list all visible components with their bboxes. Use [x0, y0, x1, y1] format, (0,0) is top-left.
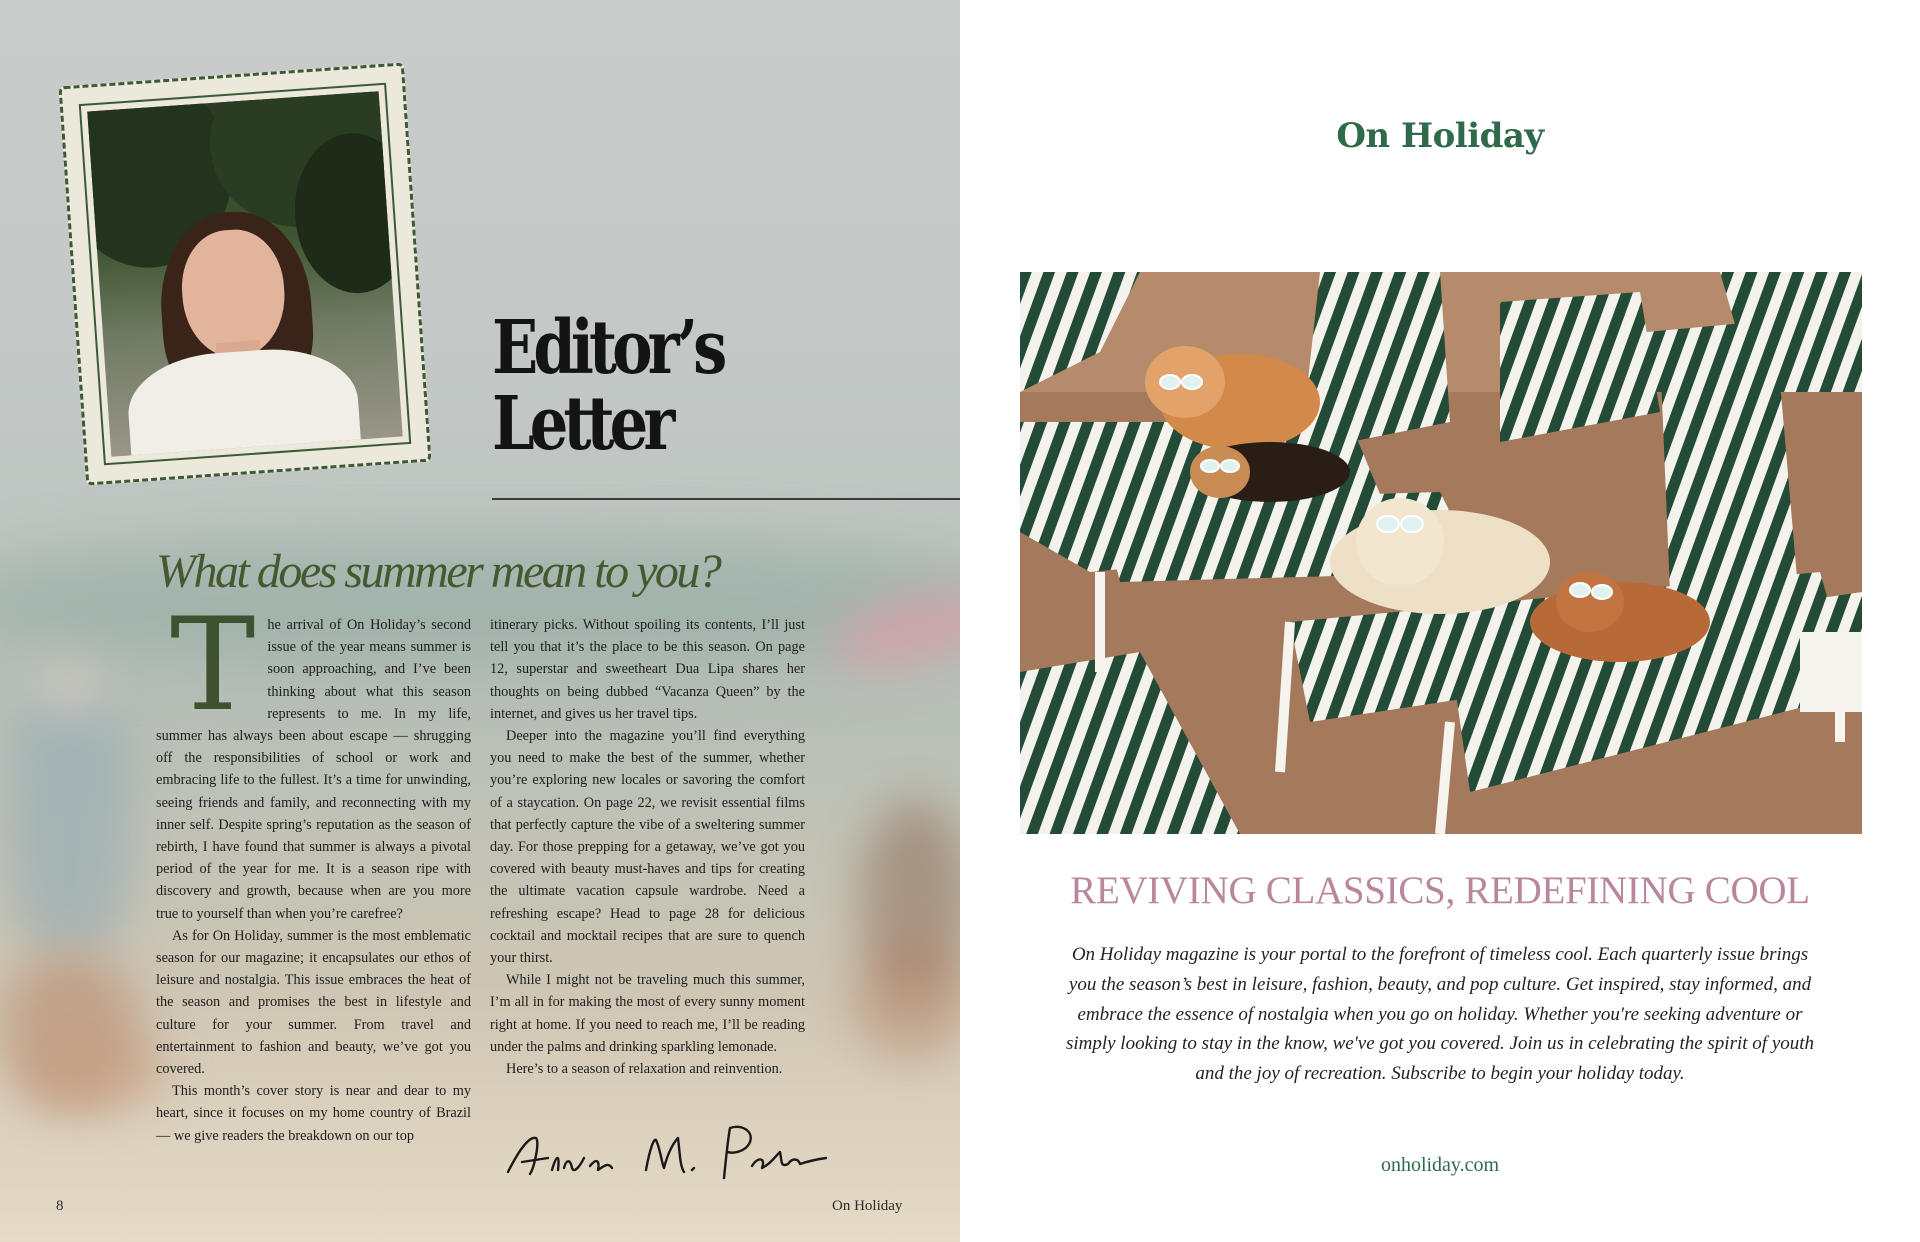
paragraph: As for On Holiday, summer is the most emblematic season for our magazine; it encapsulates our ethos of leisure and nostalgia. This issue embraces the heat of the season and promises the best in lifestyle and culture for your summer. From travel and entertainment to fashion and beauty, we’ve got you covered.	[156, 927, 471, 1078]
subheading: What does summer mean to you?	[156, 545, 720, 598]
article-column-2	[490, 614, 805, 1080]
title-divider	[492, 498, 960, 500]
paragraph: Deeper into the magazine you’ll find everything you need to make the best of the summer, whether you’re exploring new locales or savoring the comfort of a staycation. On page 22, we revisit essential films that perfectly capture the vibe of a sweltering summer day. For those prepping for a getaway, we’ve got you covered with beauty must-haves and tips for creating the ultimate vacation capsule wardrobe. Need a refreshing escape? Head to page 28 for delicious cocktail and mocktail recipes that are sure to quench your thirst.	[490, 728, 805, 967]
page-number: 8	[56, 1198, 64, 1214]
paragraph-text: he arrival of On Holiday’s second issue of the year means summer is soon approaching, and I’ve been thinking about what this season represents to me. In my life, summer has always been about escape — shrugging off the responsibilities of school or work and embracing life to the fullest. It’s a time for unwinding, seeing friends and family, and reconnecting with my inner self. Despite spring’s reputation as the season of rebirth, I have found that summer is always a pivotal period of the year for me. It is a season ripe with discovery and growth, because when are you more true to yourself than when you’re carefree?	[156, 617, 471, 922]
drop-cap: T	[170, 591, 256, 740]
editor-portrait-stamp	[58, 62, 431, 485]
paragraph	[156, 591, 471, 925]
stamp-inner-frame	[79, 83, 412, 466]
background-beachgoer-head-blur	[40, 660, 100, 720]
paragraph: Here’s to a season of relaxation and reinvention.	[506, 1061, 783, 1078]
tagline: REVIVING CLASSICS, REDEFINING COOL	[1070, 869, 1810, 912]
paragraph: While I might not be traveling much this summer, I’m all in for making the most of every sunny moment right at home. If you need to reach me, I’ll be reading under the palms and drinking sparkling lemonade.	[490, 972, 805, 1055]
website-link[interactable]: onholiday.com	[1380, 1154, 1500, 1176]
background-beachgoer-blur	[850, 940, 960, 1060]
editor-signature	[500, 1108, 830, 1188]
masthead-logo: On Holiday	[1336, 116, 1544, 156]
background-beachgoer-blur	[10, 690, 130, 950]
running-footer: On Holiday	[832, 1198, 903, 1214]
title-line-2: Letter	[492, 381, 671, 467]
editor-portrait-photo	[87, 91, 402, 457]
article-column-1	[156, 591, 471, 1147]
magazine-promo-page	[960, 0, 1920, 1242]
paragraph: itinerary picks. Without spoiling its contents, I’ll just tell you that it’s the place to be this season. On page 12, superstar and sweetheart Dua Lipa shares her thoughts on being dubbed “Vacanza Queen” by the internet, and gives us her travel tips.	[490, 617, 805, 722]
background-beachgoer-blur	[20, 1030, 170, 1110]
magazine-description: On Holiday magazine is your portal to the forefront of timeless cool. Each quarterly issue brings you the season’s best in leisure, fashion, beauty, and pop culture. Get inspired, stay informed, and embrace the essence of nostalgia when you go on holiday. Whether you're seeking adventure or simply looking to stay in the know, we've got you covered. Join us in celebrating the spirit of youth and the joy of recreation. Subscribe to begin your holiday today.	[1065, 944, 1815, 1085]
title-line-1: Editor’s	[492, 305, 723, 391]
page-title	[492, 305, 792, 467]
dogs-on-loungers-photo	[1020, 272, 1862, 834]
paragraph: This month’s cover story is near and dear to my heart, since it focuses on my home country of Brazil — we give readers the breakdown on our top	[156, 1083, 471, 1144]
